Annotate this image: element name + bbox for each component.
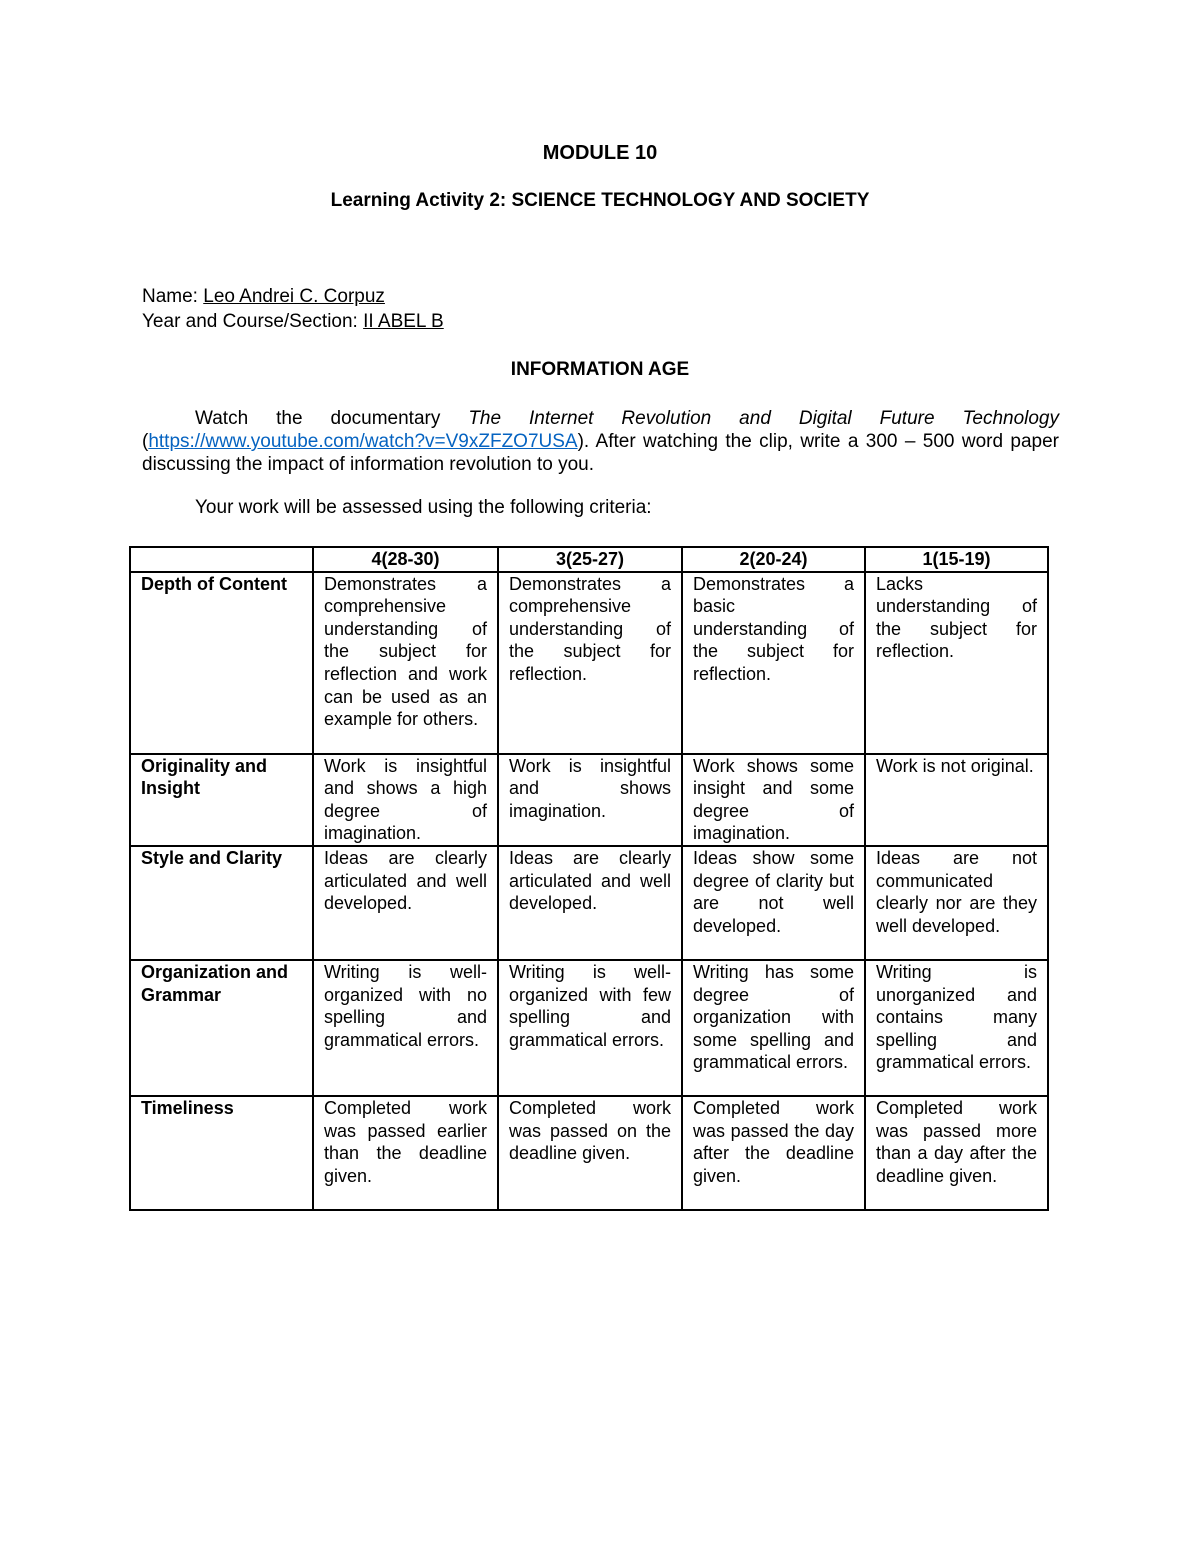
rubric-cell: Ideas show some degree of clarity but are not well developed. xyxy=(682,846,865,960)
activity-title: Learning Activity 2: SCIENCE TECHNOLOGY AND SOCIETY xyxy=(330,190,870,211)
criterion-label: Timeliness xyxy=(130,1096,313,1210)
rubric-header-score-2: 2(20-24) xyxy=(682,547,865,572)
section-title: INFORMATION AGE xyxy=(510,359,690,380)
rubric-cell: Writing is well-organized with no spelling and grammatical errors. xyxy=(313,960,498,1096)
rubric-cell: Work shows some insight and some degree of imagination. xyxy=(682,754,865,846)
rubric-cell: Demonstrates a comprehensive understanding of the subject for reflection and work can be used as an example for others. xyxy=(313,572,498,754)
rubric-row-originality-and-insight xyxy=(130,754,1048,846)
instructions-paragraph xyxy=(142,407,1059,476)
rubric-cell: Lacks understanding of the subject for reflection. xyxy=(865,572,1048,754)
course-section-value: II ABEL B xyxy=(363,311,444,332)
rubric-cell: Writing is unorganized and contains many spelling and grammatical errors. xyxy=(865,960,1048,1096)
rubric-cell: Completed work was passed earlier than the deadline given. xyxy=(313,1096,498,1210)
rubric-cell: Work is not original. xyxy=(865,754,1048,846)
rubric-header-blank xyxy=(130,547,313,572)
student-name-line xyxy=(142,286,385,308)
rubric-cell: Work is insightful and shows imagination. xyxy=(498,754,682,846)
rubric-cell: Completed work was passed the day after the deadline given. xyxy=(682,1096,865,1210)
rubric-cell: Ideas are clearly articulated and well developed. xyxy=(313,846,498,960)
criterion-label: Originality and Insight xyxy=(130,754,313,846)
rubric-cell: Work is insightful and shows a high degree of imagination. xyxy=(313,754,498,846)
rubric-row-depth-of-content xyxy=(130,572,1048,754)
rubric-header-score-1: 1(15-19) xyxy=(865,547,1048,572)
documentary-title: The Internet Revolution and Digital Future Technology xyxy=(468,408,1059,429)
rubric-cell: Writing is well-organized with few spelling and grammatical errors. xyxy=(498,960,682,1096)
instructions-prefix: Watch the documentary xyxy=(195,408,469,429)
criterion-label: Organization and Grammar xyxy=(130,960,313,1096)
rubric-row-organization-and-grammar xyxy=(130,960,1048,1096)
student-name: Leo Andrei C. Corpuz xyxy=(203,286,385,307)
rubric-cell: Demonstrates a comprehensive understanding of the subject for reflection. xyxy=(498,572,682,754)
rubric-cell: Ideas are not communicated clearly nor are they well developed. xyxy=(865,846,1048,960)
module-title: MODULE 10 xyxy=(542,142,658,164)
instructions-suffix: ). After watching the clip, write a 300 – 500 word paper discussing the impact of information revolution to you. xyxy=(142,431,1059,475)
rubric-cell: Completed work was passed more than a day after the deadline given. xyxy=(865,1096,1048,1210)
course-section-line xyxy=(142,311,444,333)
rubric-row-style-and-clarity xyxy=(130,846,1048,960)
rubric-table xyxy=(129,546,1049,1211)
rubric-cell: Ideas are clearly articulated and well developed. xyxy=(498,846,682,960)
criterion-label: Depth of Content xyxy=(130,572,313,754)
rubric-row-timeliness xyxy=(130,1096,1048,1210)
rubric-header-score-3: 3(25-27) xyxy=(498,547,682,572)
name-label: Name: xyxy=(142,286,204,307)
rubric-header-row xyxy=(130,547,1048,572)
open-paren: ( xyxy=(142,431,149,452)
rubric-header-score-4: 4(28-30) xyxy=(313,547,498,572)
youtube-link[interactable]: https://www.youtube.com/watch?v=V9xZFZO7USA xyxy=(148,431,578,452)
rubric-cell: Demonstrates a basic understanding of the subject for reflection. xyxy=(682,572,865,754)
course-label: Year and Course/Section: xyxy=(142,311,364,332)
criterion-label: Style and Clarity xyxy=(130,846,313,960)
rubric-cell: Completed work was passed on the deadline given. xyxy=(498,1096,682,1210)
rubric-cell: Writing has some degree of organization with some spelling and grammatical errors. xyxy=(682,960,865,1096)
criteria-intro: Your work will be assessed using the following criteria: xyxy=(195,497,652,518)
